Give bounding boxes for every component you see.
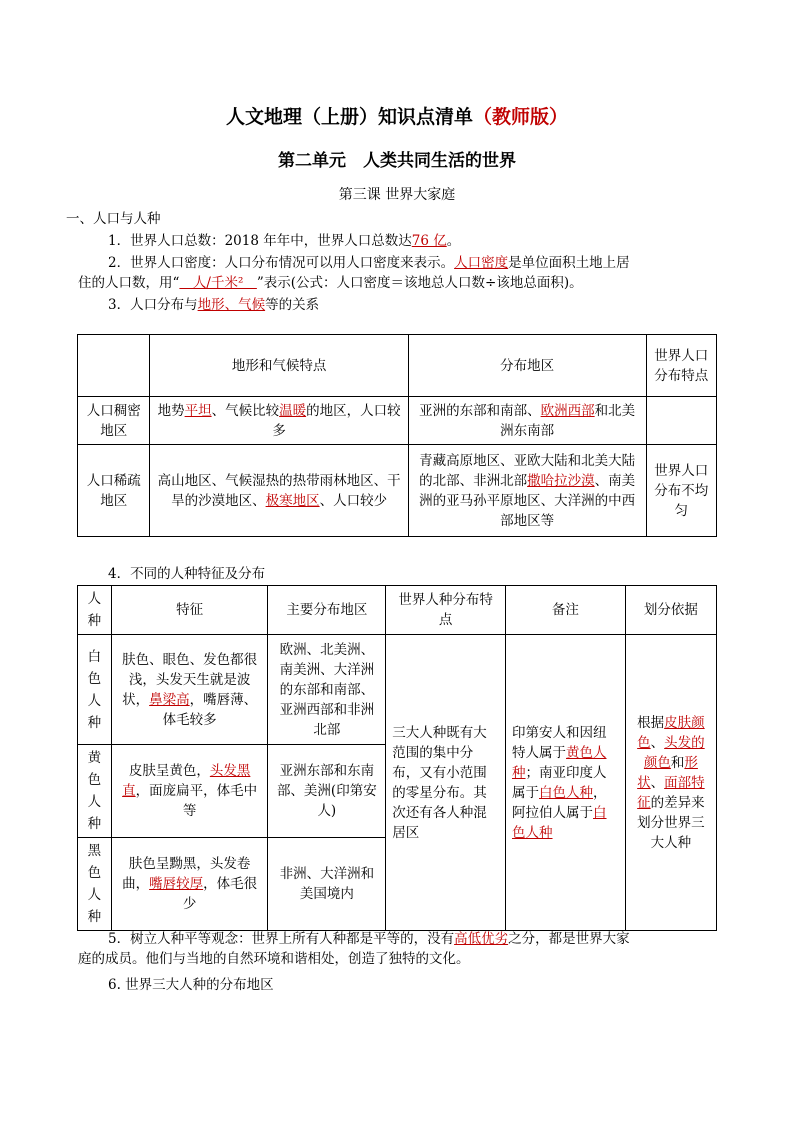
title-main: 人文地理（上册）知识点清单 xyxy=(225,106,473,128)
t1-header-feature: 世界人口分布特点 xyxy=(646,335,716,397)
t2-header-race: 人种 xyxy=(78,586,112,635)
t2-header-features: 特征 xyxy=(111,586,268,635)
race-label: 白色人种 xyxy=(78,635,112,745)
area-cell: 青藏高原地区、亚欧大陆和北美大陆的北部、非洲北部撒哈拉沙漠、南美洲的亚马孙平原地区、大洋洲的中西部地区等 xyxy=(408,445,646,537)
t1-header-area: 分布地区 xyxy=(408,335,646,397)
table-row xyxy=(78,635,717,745)
feature-cell: 肤色呈黝黑，头发卷曲，嘴唇较厚，体毛很少 xyxy=(111,838,268,931)
area-cell: 非洲、大洋洲和美国境内 xyxy=(268,838,386,931)
row-label: 人口稠密地区 xyxy=(78,397,150,445)
item-3: 3．人口分布与地形、气候等的关系 xyxy=(108,297,320,313)
t2-header-distribution: 世界人种分布特点 xyxy=(386,586,506,635)
distribution-cell: 三大人种既有大范围的集中分布，又有小范围的零星分布。其次还有各人种混居区 xyxy=(386,635,506,931)
lesson-heading: 第三课 世界大家庭 xyxy=(338,187,456,203)
page-title xyxy=(0,102,794,129)
item-2-line2: 住的人口数，用“ 人/千米² ”表示(公式：人口密度＝该地总人口数÷该地总面积)。 xyxy=(78,275,583,291)
basis-cell: 根据皮肤颜色、头发的颜色和形状、面部特征的差异来划分世界三大人种 xyxy=(625,635,716,931)
race-label: 黄色人种 xyxy=(78,745,112,838)
t1-header-empty xyxy=(78,335,150,397)
item-4: 4．不同的人种特征及分布 xyxy=(108,566,266,582)
t1-header-terrain: 地形和气候特点 xyxy=(150,335,408,397)
race-table xyxy=(77,585,717,931)
feature-cell: 肤色、眼色、发色都很浅，头发天生就是波状，鼻梁高，嘴唇薄、体毛较多 xyxy=(111,635,268,745)
note-cell: 世界人口分布不均匀 xyxy=(646,445,716,537)
row-label: 人口稀疏地区 xyxy=(78,445,150,537)
population-table xyxy=(77,334,717,537)
item-2-line1: 2．世界人口密度：人口分布情况可以用人口密度来表示。人口密度是单位面积土地上居 xyxy=(108,255,630,271)
note-cell xyxy=(646,397,716,445)
terrain-cell: 高山地区、气候湿热的热带雨林地区、干旱的沙漠地区、极寒地区、人口较少 xyxy=(150,445,408,537)
feature-cell: 皮肤呈黄色，头发黑直，面庞扁平，体毛中等 xyxy=(111,745,268,838)
area-cell: 亚洲的东部和南部、欧洲西部和北美洲东南部 xyxy=(408,397,646,445)
section-heading: 一、人口与人种 xyxy=(66,211,161,227)
t2-header-area: 主要分布地区 xyxy=(268,586,386,635)
t2-header-basis: 划分依据 xyxy=(625,586,716,635)
table-row xyxy=(78,397,717,445)
table-row xyxy=(78,445,717,537)
note-cell: 印第安人和因纽特人属于黄色人种；南亚印度人属于白色人种，阿拉伯人属于白色人种 xyxy=(506,635,626,931)
title-edition: （教师版） xyxy=(473,106,569,128)
race-label: 黑色人种 xyxy=(78,838,112,931)
item-6: 6. 世界三大人种的分布地区 xyxy=(108,977,274,993)
area-cell: 亚洲东部和东南部、美洲(印第安人) xyxy=(268,745,386,838)
unit-heading: 第二单元 人类共同生活的世界 xyxy=(278,151,516,171)
item-5-line1: 5．树立人种平等观念：世界上所有人种都是平等的，没有高低优劣之分，都是世界大家 xyxy=(108,931,630,947)
area-cell: 欧洲、北美洲、南美洲、大洋洲的东部和南部、亚洲西部和非洲北部 xyxy=(268,635,386,745)
terrain-cell: 地势平坦、气候比较温暖的地区，人口较多 xyxy=(150,397,408,445)
item-1: 1．世界人口总数：2018 年年中，世界人口总数达76 亿。 xyxy=(108,233,461,249)
t2-header-note: 备注 xyxy=(506,586,626,635)
item-5-line2: 庭的成员。他们与当地的自然环境和谐相处，创造了独特的文化。 xyxy=(78,951,470,967)
